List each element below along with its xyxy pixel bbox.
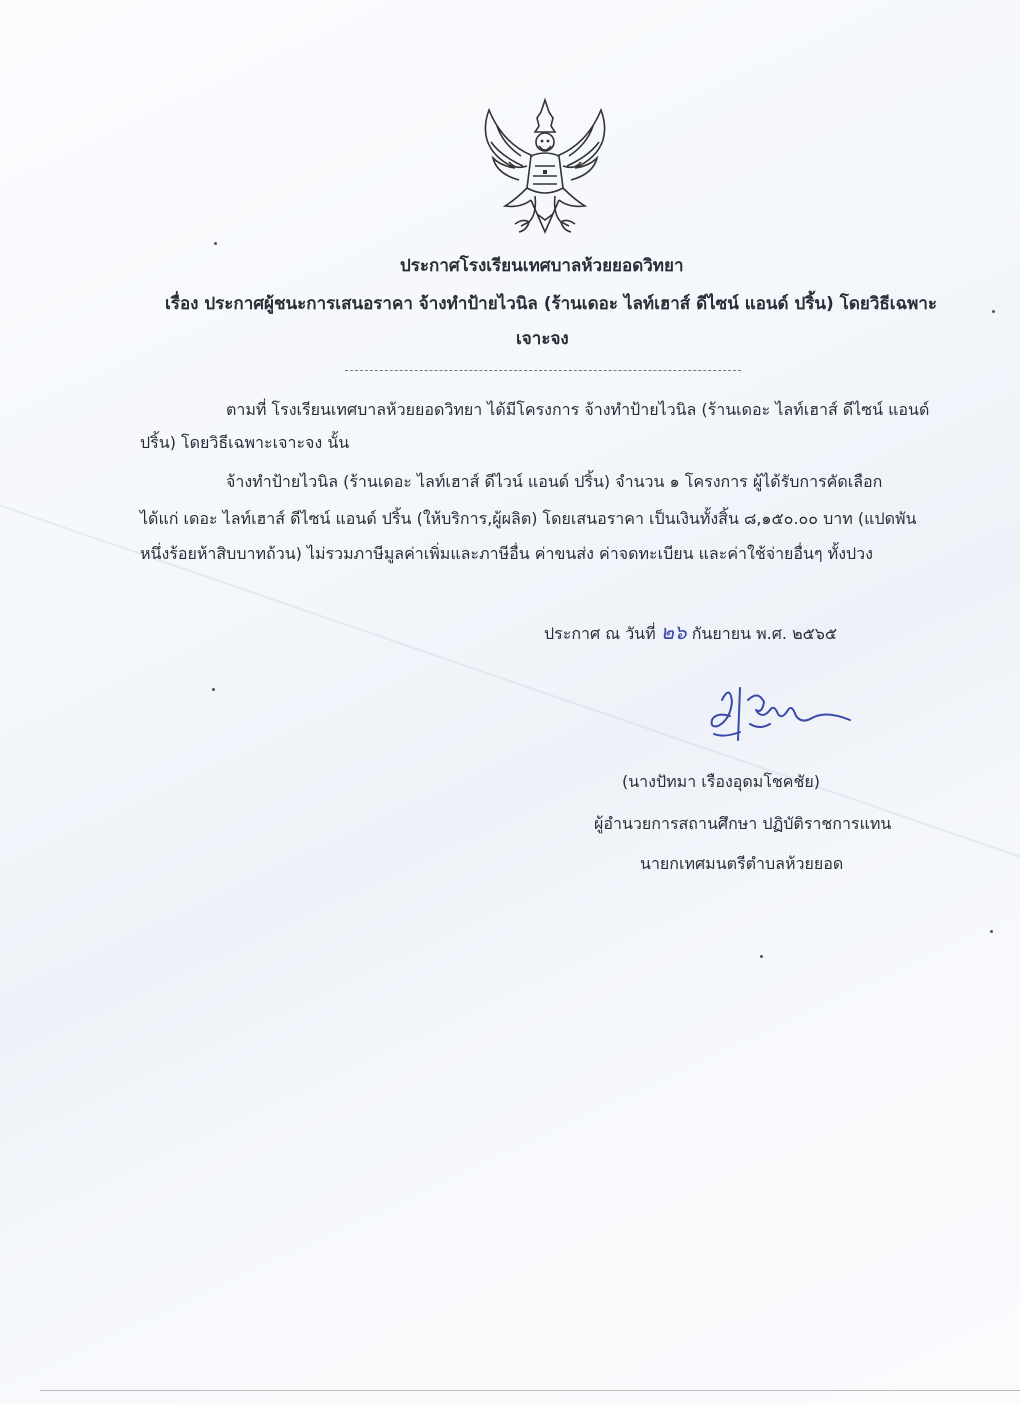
date-suffix: กันยายน พ.ศ. ๒๕๖๕ — [691, 624, 837, 643]
paragraph-1-line-2: ปริ้น) โดยวิธีเฉพาะเจาะจง นั้น — [140, 433, 350, 452]
handwritten-day: ๒๖ — [660, 620, 687, 644]
signatory-position-2: นายกเทศมนตรีตำบลห้วยยอด — [640, 854, 844, 873]
paragraph-2-line-1: จ้างทำป้ายไวนิล (ร้านเดอะ ไลท์เฮาส์ ดีไวน์ แอนด์ ปริ้น) จำนวน ๑ โครงการ ผู้ได้รับการคัดเลือก — [226, 472, 883, 491]
paragraph-2-line-3: หนึ่งร้อยห้าสิบบาทถ้วน) ไม่รวมภาษีมูลค่าเพิ่มและภาษีอื่น ค่าขนส่ง ค่าจดทะเบียน และค่าใช้จ่ายอื่นๆ ทั้งปวง — [140, 544, 873, 563]
announcement-heading: ประกาศโรงเรียนเทศบาลห้วยยอดวิทยา — [400, 256, 684, 276]
paper-speck — [212, 688, 215, 691]
signatory-position: ผู้อำนวยการสถานศึกษา ปฏิบัติราชการแทน — [594, 814, 892, 833]
subject-line-continued: เจาะจง — [516, 329, 569, 349]
signatory-name: (นางปัทมา เรืองอุดมโชคชัย) — [622, 772, 820, 791]
garuda-emblem — [475, 96, 615, 238]
subject-line: เรื่อง ประกาศผู้ชนะการเสนอราคา จ้างทำป้ายไวนิล (ร้านเดอะ ไลท์เฮาส์ ดีไซน์ แอนด์ ปริ้น) โดยวิธีเฉพาะ — [165, 294, 938, 314]
handwritten-signature — [700, 680, 860, 752]
paper-speck — [990, 930, 993, 933]
date-prefix: ประกาศ ณ วันที่ — [544, 624, 656, 643]
paper-speck — [760, 955, 763, 958]
separator-line — [345, 370, 741, 371]
paper-speck — [992, 310, 995, 313]
announcement-date — [544, 616, 837, 648]
page-bottom-edge — [40, 1390, 1020, 1391]
paragraph-1-line-1: ตามที่ โรงเรียนเทศบาลห้วยยอดวิทยา ได้มีโครงการ จ้างทำป้ายไวนิล (ร้านเดอะ ไลท์เฮาส์ ดีไซน์ แอนด์ — [226, 400, 930, 419]
paragraph-2-line-2: ได้แก่ เดอะ ไลท์เฮาส์ ดีไซน์ แอนด์ ปริ้น (ให้บริการ,ผู้ผลิต) โดยเสนอราคา เป็นเงินทั้งสิ้น ๘,๑๕๐.๐๐ บาท (แปดพัน — [140, 509, 917, 528]
paper-speck — [214, 242, 217, 245]
